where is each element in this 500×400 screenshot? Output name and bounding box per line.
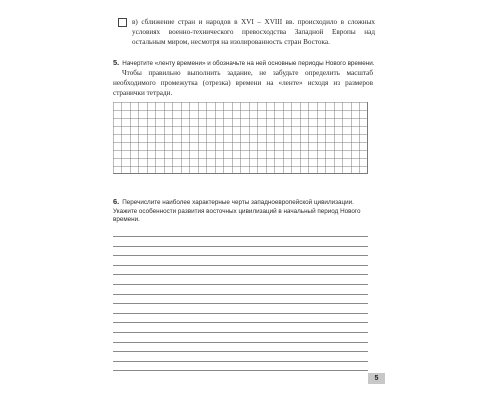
answer-line[interactable] (113, 313, 368, 314)
answer-line[interactable] (113, 265, 368, 266)
answer-line[interactable] (113, 370, 368, 371)
answer-line[interactable] (113, 236, 368, 237)
task-5-heading (113, 59, 383, 68)
task-5-number: 5. (113, 58, 120, 67)
answer-line[interactable] (113, 351, 368, 352)
answer-line[interactable] (113, 246, 368, 247)
answer-lines[interactable] (113, 236, 368, 381)
timeline-grid[interactable] (113, 102, 368, 174)
page-number: 5 (368, 373, 385, 384)
answer-option-c (121, 17, 375, 48)
task-6-number: 6. (113, 197, 120, 206)
task-6-instruction: Перечислите наиболее характерные черты западноевропейской цивилизации. Укажите особенности развития восточных цивилизаций в начальный период Нового времени. (113, 199, 361, 224)
answer-line[interactable] (113, 284, 368, 285)
answer-option-c-text: в) сближение стран и народов в XVI – XVIII вв. происходило в сложных условиях военно-технического превосходства Западной Европы над остальным миром, несмотря на изолированность стран Востока. (132, 18, 375, 47)
task-5-instruction: Начертите «ленту времени» и обозначьте на ней основные периоды Нового времени. (122, 60, 375, 67)
answer-line[interactable] (113, 255, 368, 256)
answer-line[interactable] (113, 332, 368, 333)
answer-line[interactable] (113, 294, 368, 295)
answer-line[interactable] (113, 274, 368, 275)
answer-checkbox[interactable] (118, 18, 127, 27)
answer-line[interactable] (113, 322, 368, 323)
answer-line[interactable] (113, 342, 368, 343)
task-5-hint: Чтобы правильно выполнить задание, не забудьте определить масштаб необходимого промежутка (отрезка) времени на «ленте» исходя из размеров странички тетради. (113, 69, 373, 98)
answer-line[interactable] (113, 361, 368, 362)
task-6-heading (113, 198, 373, 225)
answer-line[interactable] (113, 303, 368, 304)
